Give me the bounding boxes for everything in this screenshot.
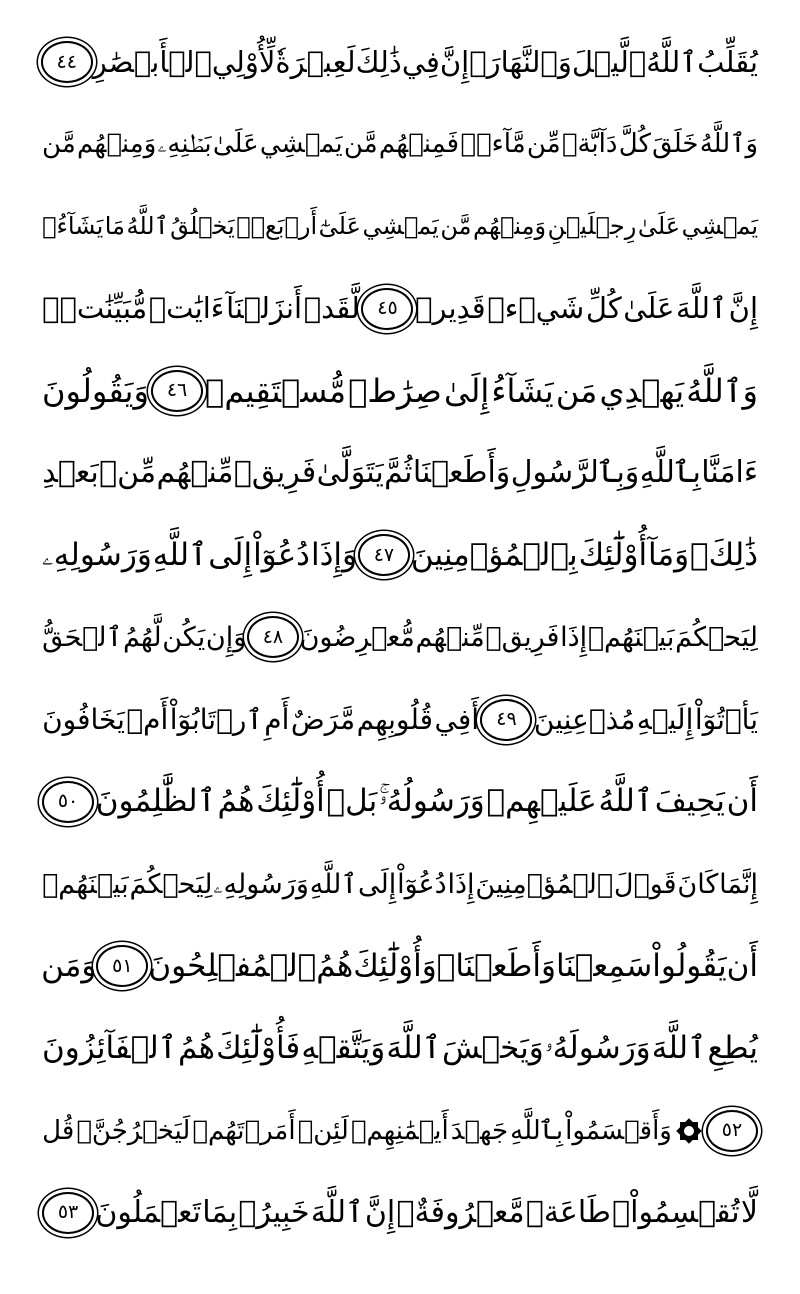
quran-word: وَمَن (41, 947, 97, 984)
quran-line (42, 266, 758, 352)
quran-word: يَتَوَلَّىٰ (316, 455, 384, 490)
quran-word: عَلَىٰ (212, 129, 259, 160)
quran-word: مَن (555, 371, 598, 410)
quran-word: أَفِي (434, 702, 480, 736)
quran-word: جَهۡدَ (450, 1115, 509, 1146)
quran-word: ٱللَّهِ (309, 868, 358, 900)
ayah-number-marker: ٤٧ (358, 534, 410, 576)
quran-word: ٱرۡتَابُوٓاْ (169, 702, 263, 736)
quran-word: لَّا (740, 1194, 758, 1230)
quran-word: أُوْلَٰٓئِكَ (578, 536, 648, 573)
quran-line (42, 677, 758, 763)
ayah-number-marker: ٥٠ (42, 781, 94, 823)
quran-word: يَكُن (162, 621, 206, 653)
quran-word: وَٱللَّهُ (686, 371, 758, 410)
quran-word: وَأَطَعۡنَا (412, 455, 511, 490)
quran-word: وَأَقۡسَمُواْ (565, 1115, 672, 1146)
quran-word: ٱلظَّٰلِمُونَ (95, 783, 216, 820)
quran-word: أَمَرۡتَهُمۡ (192, 1115, 296, 1146)
quran-word: لِيَحۡكُمَ (675, 621, 758, 653)
quran-word: مُذۡعِنِينَ (533, 702, 636, 736)
quran-word: لِّأُوْلِي (211, 44, 276, 79)
quran-word: طَاعَةٞ (525, 1194, 611, 1230)
quran-word: وَبِٱلرَّسُولِ (510, 455, 640, 490)
quran-word: يَخَافُونَ (42, 702, 125, 736)
quran-word: يَخۡلُقُ (170, 212, 235, 241)
quran-word: مَّن (42, 129, 76, 160)
quran-word: بَلۡ (326, 783, 378, 820)
quran-word: إِنَّ (728, 291, 758, 326)
quran-word: ٱلۡأَبۡصَٰرِ (92, 44, 212, 79)
quran-word: ٱللَّهَ (676, 291, 727, 326)
quran-word: وَيَقُولُونَ (42, 371, 149, 410)
quran-line (42, 759, 758, 845)
ayah-number-marker: ٤٦ (151, 370, 203, 412)
quran-word: شَيۡءٖ (487, 291, 585, 326)
quran-word: إِنَّ (364, 1194, 396, 1230)
quran-word: وَمِنۡهُم (77, 129, 157, 160)
quran-word: أُوْلَٰٓئِكَ (256, 783, 325, 820)
quran-word: يَهۡدِي (599, 371, 685, 410)
quran-word: يُطِعِ (707, 1029, 758, 1066)
quran-word: ٱللَّهَ (310, 1194, 364, 1230)
quran-word: كُلِّ (585, 291, 622, 326)
quran-line (42, 923, 758, 1009)
quran-word: بِٱللَّهِ (639, 455, 701, 490)
quran-line (42, 1170, 758, 1256)
quran-word: إِذَا (560, 621, 588, 653)
quran-line (42, 348, 758, 434)
quran-word: يَشَآءُۚ (42, 212, 104, 241)
quran-word: إِلَى (208, 536, 253, 573)
quran-word: كَانَ (677, 868, 719, 900)
quran-word: إِلَىٰ (443, 371, 490, 410)
ayah-number-marker: ٤٨ (247, 616, 299, 658)
quran-word: أَمِ (264, 702, 290, 736)
quran-word: يَمۡشِي (681, 212, 758, 241)
quran-word: مَّن (440, 212, 472, 241)
quran-word: يَمۡشِي (362, 212, 439, 241)
quran-line (42, 841, 758, 927)
quran-word: دُعُوٓاْ (397, 868, 447, 900)
quran-word: أَيۡمَٰنِهِمۡ (350, 1115, 449, 1146)
quran-word: أَن (726, 947, 758, 984)
quran-word: وَٱلنَّهَارَۚ (469, 44, 572, 79)
quran-word: مُّعۡرِضُونَ (299, 621, 415, 653)
quran-word: يَأۡتُوٓاْ (694, 702, 758, 736)
quran-word: إِنَّ (439, 44, 470, 79)
quran-word: مَّعۡرُوفَةٌۚ (396, 1194, 525, 1230)
quran-word: وَأُوْلَٰٓئِكَ (353, 947, 437, 984)
quran-word: مُّسۡتَقِيمٖ (205, 371, 347, 410)
quran-word: أَنزَلۡنَآ (226, 291, 303, 326)
quran-word: إِلَيۡهِ (636, 702, 694, 736)
quran-word: خَبِيرُۢ (238, 1194, 310, 1230)
quran-word: فَأُوْلَٰٓئِكَ (216, 1029, 301, 1066)
quran-word: لَعِبۡرَةٗ (275, 44, 356, 79)
quran-word: قَوۡلَ (613, 868, 677, 900)
quran-line (42, 512, 758, 598)
ayah-number-marker: ٥٢ (706, 1110, 758, 1152)
quran-word: ٱللَّهُ (126, 212, 169, 241)
quran-word: ٱللَّهَ (651, 1029, 707, 1066)
quran-word: ثُمَّ (384, 455, 413, 490)
quran-word: وَيَخۡشَ (442, 1029, 544, 1066)
quran-word: لَيَخۡرُجُنَّۖ (76, 1115, 191, 1146)
quran-word: دُعُوٓاْ (253, 536, 310, 573)
quran-word: وَرَسُولِهِۦ (213, 868, 309, 900)
ayah-number-marker: ٤٥ (361, 288, 413, 330)
quran-word: وَرَسُولَهُۥ (544, 1029, 651, 1066)
quran-word: إِذَا (447, 868, 475, 900)
quran-word: مَا (104, 212, 125, 241)
quran-word: ٱلۡحَقُّ (42, 621, 123, 653)
quran-word: بَعۡدِ (42, 455, 99, 490)
quran-word: مَّرَضٌ (290, 702, 356, 736)
quran-word: أَن (726, 783, 758, 820)
quran-word: قَدِيرٞ (415, 291, 486, 326)
quran-word: ٱللَّهُ (598, 783, 654, 820)
quran-word: سَمِعۡنَا (555, 947, 653, 984)
quran-word: دَآبَّةٖ (561, 129, 618, 160)
quran-word: ٱلۡمُؤۡمِنِينَ (475, 868, 614, 900)
quran-word: رِجۡلَيۡنِ (547, 212, 637, 241)
rub-el-hizb-icon (674, 1116, 704, 1146)
ayah-number-marker: ٥١ (96, 945, 148, 987)
quran-line (42, 430, 758, 516)
quran-word: فَمِنۡهُم (378, 129, 460, 160)
quran-word: ذَٰلِكَۚ (690, 536, 758, 573)
quran-word: عَلَىٰ (623, 291, 675, 326)
quran-word: لِيَحۡكُمَ (129, 868, 213, 900)
quran-word: مَّن (343, 129, 378, 160)
quran-line (42, 183, 758, 269)
quran-word: ءَايَٰتٖ (148, 291, 225, 326)
quran-line (42, 101, 758, 187)
quran-word: بِٱلۡمُؤۡمِنِينَ (410, 536, 578, 573)
quran-word: فِي (401, 44, 440, 79)
quran-word: ءَامَنَّا (701, 455, 758, 490)
quran-word: صِرَٰطٖ (348, 371, 442, 410)
quran-word: ٱللَّهِ (152, 536, 208, 573)
quran-line (42, 1088, 758, 1174)
quran-word: وَرَسُولُهُۥۚ (379, 783, 485, 820)
quran-word: وَمَآ (648, 536, 690, 573)
quran-word: عَلَيۡهِمۡ (486, 783, 597, 820)
quran-word: يَشَآءُ (491, 371, 554, 410)
quran-word: ٱلۡمُفۡلِحُونَ (148, 947, 317, 984)
quran-word: يُقَلِّبُ (697, 44, 758, 79)
quran-word: فَرِيقٞ (485, 621, 560, 653)
quran-word: مِّن (526, 129, 561, 160)
quran-word: إِنَّمَا (719, 868, 758, 900)
quran-word: وَإِن (205, 621, 247, 653)
quran-word: قُلُوبِهِم (356, 702, 434, 736)
quran-word: خَلَقَ (652, 129, 699, 160)
quran-word: بَيۡنَهُمۡ (587, 621, 675, 653)
quran-word: كُلَّ (618, 129, 651, 160)
quran-word: قُل (42, 1115, 75, 1146)
quran-word: ٱللَّهَ (386, 1029, 441, 1066)
quran-word: يَقُولُواْ (652, 947, 727, 984)
quran-word: لَئِنۡ (297, 1115, 349, 1146)
quran-word: فَرِيقٞ (233, 455, 317, 490)
quran-word: تُقۡسِمُواْۖ (612, 1194, 740, 1230)
quran-word: مُّبَيِّنَٰتٖۚ (42, 291, 148, 326)
quran-word: ٱلَّيۡلَ (571, 44, 647, 79)
quran-line (42, 594, 758, 680)
quran-word: لَّهُمُ (122, 621, 162, 653)
quran-word: مَّآءٖۖ (460, 129, 526, 160)
quran-word: هُمُ (316, 947, 354, 984)
quran-word: أَمۡ (126, 702, 169, 736)
quran-line (42, 19, 758, 105)
quran-word: ٱلۡفَآئِزُونَ (42, 1029, 177, 1066)
quran-word: بَيۡنَهُمۡ (42, 868, 129, 900)
quran-word: هُمُ (217, 783, 255, 820)
quran-word: مِّنۡهُم (156, 455, 234, 490)
quran-word: أَرۡبَعٖۚ (236, 212, 318, 241)
ayah-number-marker: ٥٣ (42, 1192, 94, 1234)
ayah-number-marker: ٤٩ (480, 699, 532, 741)
quran-word: بَطۡنِهِۦ (157, 129, 212, 160)
quran-word: وَٱللَّهُ (699, 129, 758, 160)
quran-word: إِلَى (358, 868, 397, 900)
quran-word: وَرَسُولِهِۦ (42, 536, 152, 573)
quran-word: بِٱللَّهِ (510, 1115, 564, 1146)
quran-word: وَأَطَعۡنَاۚ (436, 947, 556, 984)
quran-word: ٱللَّهُ (646, 44, 698, 79)
quran-word: وَمِنۡهُم (472, 212, 547, 241)
quran-word: يَمۡشِي (259, 129, 343, 160)
quran-word: يَحِيفَ (654, 783, 725, 820)
quran-word: ذَٰلِكَ (355, 44, 402, 79)
quran-word: بِمَا (202, 1194, 238, 1230)
quran-word: وَإِذَا (310, 536, 357, 573)
quran-word: هُمُ (177, 1029, 215, 1066)
quran-word: وَيَتَّقۡهِ (301, 1029, 386, 1066)
quran-word: مِّنۡهُم (415, 621, 485, 653)
quran-word: لَّقَدۡ (303, 291, 360, 326)
ayah-number-marker: ٤٤ (41, 41, 93, 83)
quran-word: عَلَىٰ (637, 212, 681, 241)
quran-word: تَعۡمَلُونَ (95, 1194, 201, 1230)
quran-line (42, 1005, 758, 1091)
quran-word: عَلَىٰٓ (318, 212, 361, 241)
quran-word: مِّنۢ (99, 455, 157, 490)
